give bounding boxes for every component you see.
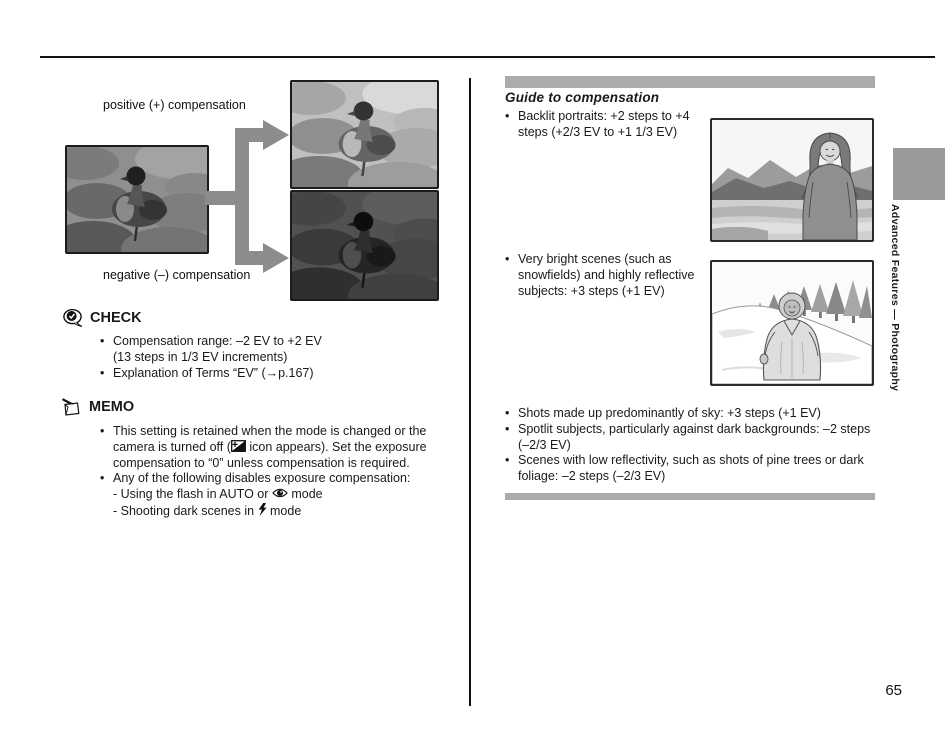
bullet-dot: •	[100, 334, 105, 348]
guide-full-bullets	[505, 406, 879, 485]
check-bullet-ev-terms: • Explanation of Terms “EV” (→p.167)	[100, 365, 314, 380]
memo-section-header	[61, 398, 134, 416]
guide-bullet-bright-wrap	[505, 252, 713, 299]
bullet-dot: •	[100, 424, 105, 438]
duck-photo-negative	[290, 190, 439, 301]
chapter-title-vertical: Advanced Features — Photography	[889, 204, 901, 392]
bullet-dot: •	[505, 421, 510, 436]
memo-bullet-setting-retained: • This setting is retained when the mode is changed or the camera is turned off ( icon appears). Set the exposure compensation to “0” unless compensation is required.	[100, 424, 427, 470]
duck-photo-positive	[290, 80, 439, 189]
negative-compensation-label: negative (–) compensation	[103, 268, 251, 282]
guide-bullet-backlit: • Backlit portraits: +2 steps to +4 steps (+2/3 EV to +1 1/3 EV)	[505, 109, 690, 139]
guide-heading: Guide to compensation	[505, 90, 660, 105]
check-title: CHECK	[90, 310, 142, 326]
guide-bullet-spotlit: • Spotlit subjects, particularly against dark backgrounds: –2 steps (–2/3 EV)	[505, 421, 871, 452]
memo-bullet-disables: • Any of the following disables exposure compensation: - Using the flash in AUTO or mode - Shooting dark scenes in mode	[100, 471, 448, 519]
memo-title: MEMO	[89, 399, 135, 415]
memo-note-icon	[61, 398, 82, 416]
memo-subitem-flash-auto: - Using the flash in AUTO or mode	[113, 487, 323, 502]
guide-bullet-sky: • Shots made up predominantly of sky: +3 steps (+1 EV)	[505, 406, 821, 420]
check-bullets	[100, 334, 435, 381]
exposure-compensation-icon	[231, 440, 246, 452]
check-section-header	[63, 309, 142, 327]
guide-bullet-low-reflectivity: • Scenes with low reflectivity, such as shots of pine trees or dark foliage: –2 steps (–2/3 EV)	[505, 453, 864, 484]
memo-subitem-dark-scenes: - Shooting dark scenes in mode	[113, 503, 302, 518]
chapter-tab	[893, 148, 945, 200]
guide-bullet-backlit-wrap	[505, 109, 717, 141]
branch-arrow	[205, 112, 291, 282]
section-bar-bottom	[505, 493, 875, 500]
guide-bullet-bright: • Very bright scenes (such as snowfields) and highly reflective subjects: +3 steps (+1 EV)	[505, 252, 695, 298]
flash-mode-icon	[258, 503, 267, 516]
top-rule	[40, 56, 935, 58]
bullet-dot: •	[505, 406, 510, 420]
bullet-dot: •	[100, 471, 105, 486]
page-number: 65	[885, 682, 902, 699]
check-bubble-icon	[63, 309, 83, 327]
bullet-dot: •	[505, 109, 510, 123]
snowfield-illustration	[710, 260, 874, 386]
positive-compensation-label: positive (+) compensation	[103, 98, 246, 112]
memo-bullets	[100, 424, 448, 520]
backlit-portrait-illustration	[710, 118, 874, 242]
red-eye-mode-icon	[272, 487, 288, 499]
column-divider	[469, 78, 471, 706]
bullet-dot: •	[100, 365, 105, 380]
section-bar-top	[505, 76, 875, 88]
bullet-dot: •	[505, 252, 510, 266]
duck-photo-original	[65, 145, 209, 254]
bullet-dot: •	[505, 453, 510, 468]
check-bullet-range: • Compensation range: –2 EV to +2 EV (13 steps in 1/3 EV increments)	[100, 334, 322, 364]
